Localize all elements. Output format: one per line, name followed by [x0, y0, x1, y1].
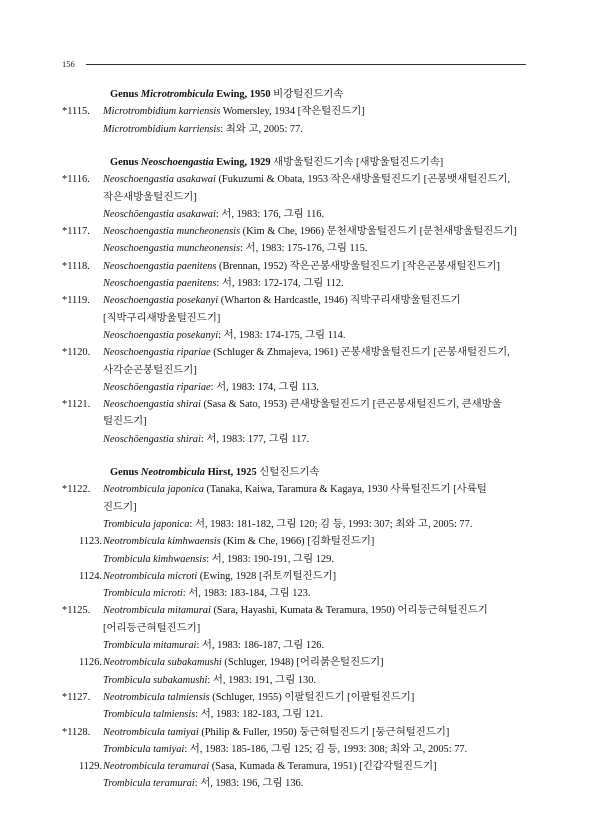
species-author: 진드기]: [103, 501, 137, 513]
species-number: *1118.: [62, 260, 90, 272]
species-author: (Brennan, 1952) 작은곤봉새방울털진드기 [작은곤봉새털진드기]: [216, 260, 500, 272]
species-author: (Tanaka, Kaiwa, Taramura & Kagaya, 1930 사륙털진드기 [사륙털: [203, 484, 487, 496]
genus-label: Genus: [110, 89, 141, 100]
species-name: Microtrombidium karriensis: [103, 106, 221, 118]
species-number: *1122.: [62, 484, 91, 496]
genus-name: Neoschoengastia: [140, 156, 214, 168]
page-header: [62, 58, 526, 72]
synonym-reference: [103, 674, 316, 688]
page-number: 156: [62, 59, 75, 69]
species-number: 1129.: [79, 761, 102, 773]
synonym-name: Neoschöengastia shirai: [103, 433, 201, 445]
species-number: 1124.: [79, 570, 102, 582]
species-line: [103, 604, 488, 618]
species-name: Neoschoengastia paenitens: [103, 260, 217, 272]
species-number: *1121.: [62, 399, 91, 411]
reference-citation: : 서, 1983: 183-184, 그림 123.: [182, 588, 311, 600]
genus-author: Ewing, 1950: [213, 89, 274, 100]
species-name: Neotrombicula mitamurai: [103, 605, 211, 617]
synonym-reference: [103, 277, 344, 291]
synonym-reference: [103, 743, 467, 757]
synonym-name: Trombicula microti: [103, 588, 183, 600]
species-line: [103, 105, 365, 119]
species-number: *1120.: [62, 347, 91, 359]
reference-citation: : 서, 1983: 174, 그림 113.: [210, 381, 319, 393]
species-line: [103, 225, 517, 239]
species-author: (Sasa, Kumada & Teramura, 1951) [긴갑각털진드기]: [209, 761, 437, 773]
species-number: 1126.: [79, 657, 102, 669]
species-author: 사각순곤봉털진드기]: [103, 364, 197, 376]
synonym-reference: [103, 708, 323, 722]
species-number: *1128.: [62, 726, 91, 738]
species-author: (Wharton & Hardcastle, 1946) 직박구리새방울털진드기: [218, 295, 461, 307]
genus-label: Genus: [110, 467, 141, 478]
synonym-reference: [103, 518, 472, 532]
species-line: [103, 260, 500, 274]
species-author: (Fukuzumi & Obata, 1953 작은새방울털진드기 [곤봉뱃새털진드기,: [215, 174, 511, 186]
synonym-reference: [103, 639, 324, 653]
genus-label: Genus: [110, 156, 141, 168]
reference-citation: : 서, 1983: 185-186, 그림 125; 김 등, 1993: 308; 최와 고, 2005: 77.: [184, 743, 468, 755]
species-line: [103, 312, 220, 326]
genus-name: Neotrombicula: [140, 467, 205, 478]
species-author: (Sara, Hayashi, Kumata & Teramura, 1950) 어리등근혀털진드기: [210, 605, 488, 617]
species-name: Neotrombicula teramurai: [103, 761, 210, 773]
species-line: [103, 173, 510, 187]
genus-korean-name: 새방울털진드기속 [새방울털진드기속]: [273, 156, 444, 168]
reference-citation: : 서, 1983: 190-191, 그림 129.: [206, 553, 334, 565]
genus-korean-name: 비강털진드기속: [273, 89, 344, 100]
synonym-reference: [103, 123, 303, 137]
synonym-name: Trombicula subakamushi: [103, 674, 208, 686]
synonym-name: Trombicula japonica: [103, 518, 190, 530]
species-author: [어리등근혀털진드기]: [103, 622, 201, 634]
species-name: Neotrombicula kimhwaensis: [103, 536, 221, 548]
genus-name: Microtrombicula: [140, 89, 214, 100]
species-name: Neotrombicula talmiensis: [103, 691, 210, 703]
synonym-name: Trombicula talmiensis: [103, 709, 196, 721]
reference-citation: : 서, 1983: 196, 그림 136.: [194, 778, 304, 790]
reference-citation: : 서, 1983: 182-183, 그림 121.: [195, 709, 323, 721]
species-line: [103, 656, 384, 670]
species-line: [103, 760, 437, 774]
synonym-reference: [103, 553, 334, 567]
synonym-name: Neoschoengastia posekanyi: [103, 329, 219, 341]
species-number: *1116.: [62, 174, 90, 186]
species-line: [103, 364, 197, 378]
species-name: Neoschoengastia posekanyi: [103, 295, 219, 307]
species-line: [103, 191, 197, 205]
species-author: (Philip & Fuller, 1950) 둥근혀털진드기 [둥근혀털진드기]: [198, 726, 450, 738]
species-number: 1123.: [79, 536, 102, 548]
species-name: Neoschoengastia muncheonensis: [103, 226, 241, 238]
synonym-name: Trombicula kimhwaensis: [103, 553, 207, 565]
species-author: (Kim & Che, 1966) [김화털진드기]: [220, 536, 375, 548]
species-line: [103, 415, 147, 429]
species-line: [103, 294, 461, 308]
synonym-name: Neoschoengastia muncheonensis: [103, 243, 241, 255]
species-number: *1119.: [62, 295, 90, 307]
species-author: (Schluger & Zhmajeva, 1961) 곤봉새방울털진드기 [곤봉새털진드기,: [210, 347, 510, 359]
synonym-reference: [103, 208, 324, 222]
species-name: Neotrombicula microti: [103, 570, 198, 582]
genus-korean-name: 신털진드기속: [259, 467, 320, 478]
synonym-name: Neoschöengastia ripariae: [103, 381, 211, 393]
species-line: [103, 535, 374, 549]
species-line: [103, 570, 336, 584]
species-author: Womersley, 1934 [작은털진드기]: [220, 106, 365, 118]
synonym-name: Trombicula tamiyai: [103, 743, 185, 755]
reference-citation: : 서, 1983: 174-175, 그림 114.: [218, 329, 346, 341]
synonym-name: Neoschoengastia paenitens: [103, 278, 217, 289]
species-author: 작은새방울털진드기]: [103, 191, 197, 203]
species-line: [103, 483, 487, 497]
species-number: *1117.: [62, 226, 90, 238]
synonym-reference: [103, 381, 319, 395]
reference-citation: : 서, 1983: 177, 그림 117.: [200, 433, 310, 445]
species-author: (Kim & Che, 1966) 문천새방울털진드기 [문천새방울털진드기]: [240, 226, 517, 238]
species-name: Neotrombicula tamiyai: [103, 726, 199, 738]
genus-author: Hirst, 1925: [204, 467, 260, 478]
species-author: (Sasa & Sato, 1953) 큰새방울털진드기 [큰곤봉새털진드기, 큰새방울: [200, 399, 502, 411]
species-author: [직박구리새방울털진드기]: [103, 312, 221, 324]
species-line: [103, 346, 510, 360]
species-name: Neotrombicula subakamushi: [103, 657, 222, 669]
synonym-name: Trombicula teramurai: [103, 778, 195, 790]
reference-citation: : 최와 고, 2005: 77.: [220, 123, 303, 135]
species-line: [103, 691, 414, 705]
synonym-reference: [103, 433, 309, 447]
header-rule: [86, 64, 526, 65]
species-author: 털진드기]: [103, 416, 147, 428]
species-line: [103, 398, 502, 412]
species-name: Neotrombicula japonica: [103, 484, 204, 496]
species-line: [103, 622, 200, 636]
reference-citation: : 서, 1983: 172-174, 그림 112.: [216, 278, 344, 289]
synonym-name: Neoschöengastia asakawai: [103, 208, 216, 220]
reference-citation: : 서, 1983: 176, 그림 116.: [215, 208, 325, 220]
species-author: (Ewing, 1928 [쥐토끼털진드기]: [197, 570, 337, 582]
reference-citation: : 서, 1983: 181-182, 그림 120; 김 등, 1993: 307; 최와 고, 2005: 77.: [189, 518, 473, 530]
species-name: Neoschoengastia shirai: [103, 399, 201, 411]
synonym-name: Microtrombidium karriensis: [103, 123, 221, 135]
synonym-reference: [103, 329, 345, 343]
species-number: *1127.: [62, 691, 91, 703]
genus-heading: [110, 156, 443, 170]
reference-citation: : 서, 1983: 186-187, 그림 126.: [196, 640, 325, 651]
synonym-reference: [103, 242, 367, 256]
synonym-reference: [103, 777, 303, 791]
species-author: (Schluger, 1948) [어리붉은털진드기]: [221, 657, 384, 669]
species-number: *1115.: [62, 106, 90, 118]
genus-heading: [110, 466, 319, 480]
reference-citation: : 서, 1983: 191, 그림 130.: [207, 674, 317, 686]
species-line: [103, 726, 449, 740]
synonym-reference: [103, 587, 310, 601]
species-number: *1125.: [62, 605, 91, 617]
species-author: (Schluger, 1955) 이팔털진드기 [이팔털진드기]: [209, 691, 415, 703]
species-line: [103, 501, 137, 515]
synonym-name: Trombicula mitamurai: [103, 640, 197, 651]
species-name: Neoschoengastia ripariae: [103, 347, 211, 359]
species-name: Neoschoengastia asakawai: [103, 174, 216, 186]
genus-author: Ewing, 1929: [213, 156, 274, 168]
reference-citation: : 서, 1983: 175-176, 그림 115.: [240, 243, 368, 255]
genus-heading: [110, 88, 343, 102]
